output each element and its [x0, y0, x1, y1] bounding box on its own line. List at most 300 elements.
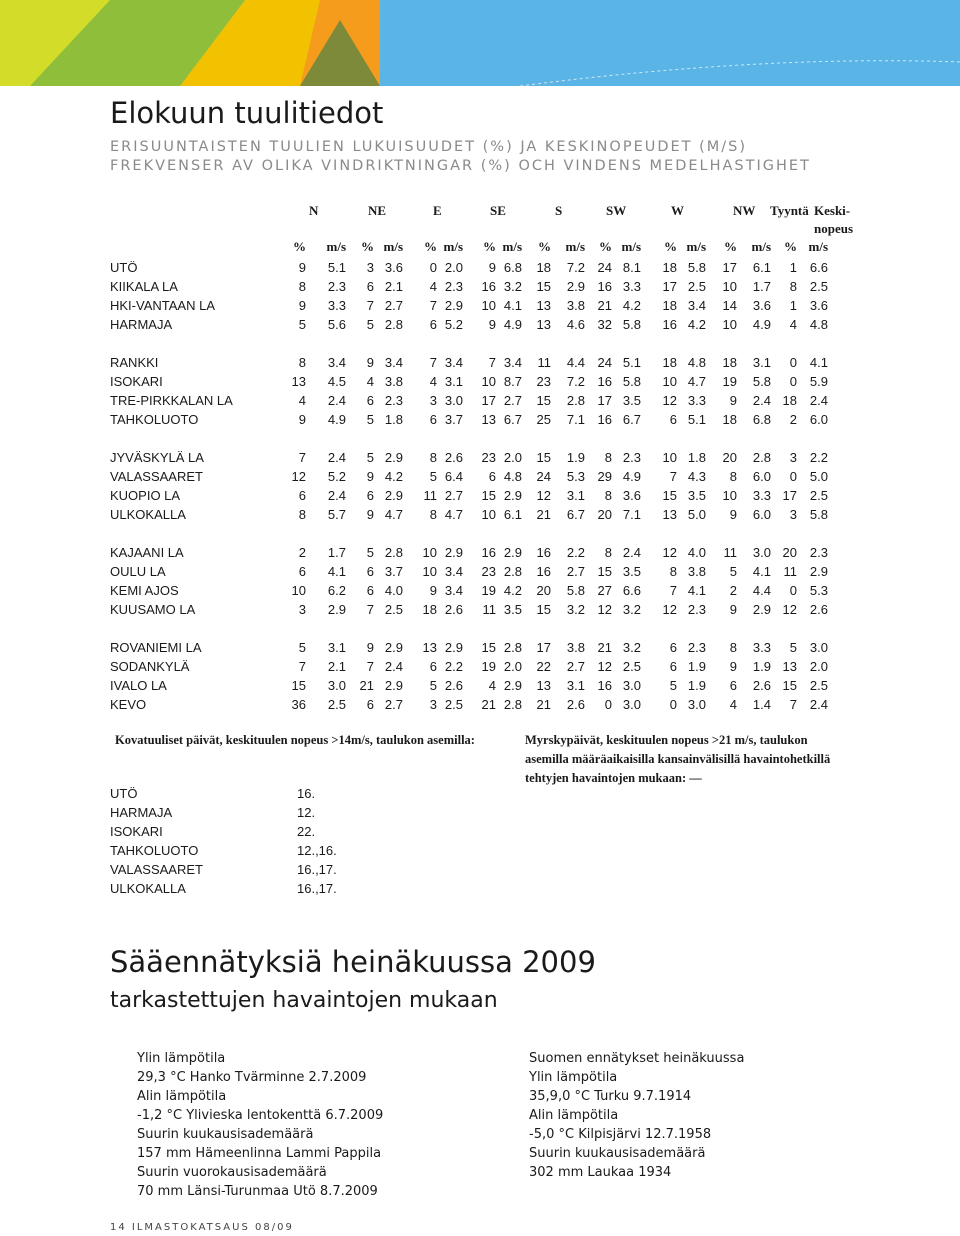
cell-speed: 2.4 — [809, 697, 828, 712]
unit-ms-header: m/s — [808, 239, 828, 254]
cell-percent: 5 — [366, 317, 374, 332]
unit-percent-header: % — [724, 239, 737, 254]
record-line: Ylin lämpötila — [529, 1070, 618, 1085]
cell-speed: 2.5 — [622, 659, 641, 674]
cell-percent: 20 — [722, 450, 737, 465]
cell-speed: 2.0 — [809, 659, 828, 674]
cell-speed: 2.3 — [444, 279, 463, 294]
cell-speed: 2.4 — [384, 659, 403, 674]
cell-percent: 29 — [597, 469, 612, 484]
station-name: KEVO — [110, 697, 147, 712]
cell-speed: 2.9 — [503, 488, 522, 503]
cell-speed: 2.9 — [503, 678, 522, 693]
cell-percent: 10 — [291, 583, 306, 598]
cell-percent: 3 — [789, 507, 797, 522]
station-name: ULKOKALLA — [110, 507, 186, 522]
cell-percent: 12 — [782, 602, 797, 617]
cell-speed: 1.9 — [687, 678, 706, 693]
cell-percent: 6 — [366, 564, 374, 579]
cell-percent: 21 — [597, 640, 612, 655]
cell-speed: 2.4 — [752, 393, 771, 408]
cell-speed: 4.3 — [687, 469, 706, 484]
list-item — [0, 786, 400, 804]
cell-speed: 2.9 — [327, 602, 346, 617]
table-row — [0, 260, 960, 278]
cell-speed: 2.5 — [687, 279, 706, 294]
cell-percent: 9 — [729, 659, 737, 674]
cell-percent: 20 — [597, 507, 612, 522]
cell-percent: 18 — [662, 260, 677, 275]
cell-percent: 8 — [669, 564, 677, 579]
cell-speed: 6.6 — [622, 583, 641, 598]
cell-percent: 15 — [291, 678, 306, 693]
cell-percent: 10 — [662, 374, 677, 389]
cell-percent: 15 — [597, 564, 612, 579]
cell-percent: 9 — [488, 317, 496, 332]
record-line: Alin lämpötila — [137, 1089, 227, 1104]
cell-speed: 3.2 — [503, 279, 522, 294]
cell-speed: 3.7 — [444, 412, 463, 427]
cell-percent: 22 — [536, 659, 551, 674]
cell-percent: 0 — [789, 469, 797, 484]
strong-wind-dates: 16.,17. — [297, 862, 337, 877]
table-row — [0, 355, 960, 373]
cell-speed: 3.0 — [752, 545, 771, 560]
cell-percent: 7 — [488, 355, 496, 370]
cell-percent: 18 — [782, 393, 797, 408]
cell-percent: 6 — [729, 678, 737, 693]
cell-percent: 3 — [789, 450, 797, 465]
strong-wind-dates: 12.,16. — [297, 843, 337, 858]
cell-percent: 6 — [366, 583, 374, 598]
cell-percent: 27 — [597, 583, 612, 598]
unit-ms-header: m/s — [443, 239, 463, 254]
strong-wind-dates: 22. — [297, 824, 316, 839]
cell-percent: 25 — [536, 412, 551, 427]
cell-percent: 19 — [481, 583, 496, 598]
cell-speed: 2.8 — [384, 545, 403, 560]
cell-speed: 4.7 — [687, 374, 706, 389]
unit-ms-header: m/s — [686, 239, 706, 254]
cell-percent: 16 — [481, 279, 496, 294]
cell-percent: 23 — [481, 450, 496, 465]
station-name: OULU LA — [110, 564, 166, 579]
record-line: 157 mm Hämeenlinna Lammi Pappila — [137, 1146, 382, 1161]
cell-percent: 16 — [662, 317, 677, 332]
record-line: 35,9,0 °C Turku 9.7.1914 — [529, 1089, 692, 1104]
cell-percent: 9 — [366, 355, 374, 370]
cell-speed: 6.7 — [566, 507, 585, 522]
cell-percent: 9 — [488, 260, 496, 275]
table-row — [0, 393, 960, 411]
cell-percent: 5 — [298, 317, 306, 332]
cell-speed: 4.7 — [384, 507, 403, 522]
cell-speed: 5.3 — [566, 469, 585, 484]
cell-percent: 7 — [669, 583, 677, 598]
cell-speed: 2.4 — [327, 450, 346, 465]
station-name: ROVANIEMI LA — [110, 640, 202, 655]
cell-speed: 5.8 — [566, 583, 585, 598]
cell-speed: 4.8 — [687, 355, 706, 370]
cell-percent: 9 — [729, 602, 737, 617]
subtitle-swedish: FREKVENSER AV OLIKA VINDRIKTNINGAR (%) OCH VINDENS MEDELHASTIGHET — [110, 158, 811, 174]
cell-percent: 13 — [536, 317, 551, 332]
cell-percent: 5 — [366, 545, 374, 560]
station-name: ULKOKALLA — [110, 881, 186, 896]
cell-speed: 2.9 — [444, 640, 463, 655]
station-name: HARMAJA — [110, 805, 173, 820]
cell-speed: 4.2 — [503, 583, 522, 598]
cell-speed: 2.4 — [809, 393, 828, 408]
record-line: Suurin kuukausisademäärä — [529, 1146, 706, 1161]
cell-percent: 7 — [429, 298, 437, 313]
cell-speed: 3.6 — [622, 488, 641, 503]
cell-percent: 5 — [298, 640, 306, 655]
cell-speed: 5.0 — [809, 469, 828, 484]
cell-speed: 2.4 — [327, 393, 346, 408]
cell-percent: 9 — [298, 260, 306, 275]
cell-percent: 0 — [789, 355, 797, 370]
cell-percent: 5 — [669, 678, 677, 693]
cell-speed: 3.3 — [622, 279, 641, 294]
cell-percent: 10 — [481, 507, 496, 522]
table-row — [0, 374, 960, 392]
cell-speed: 2.9 — [752, 602, 771, 617]
record-line: -5,0 °C Kilpisjärvi 12.7.1958 — [529, 1127, 712, 1142]
cell-percent: 6 — [429, 317, 437, 332]
cell-percent: 13 — [481, 412, 496, 427]
station-name: ISOKARI — [110, 824, 163, 839]
cell-percent: 8 — [604, 488, 612, 503]
cell-percent: 10 — [422, 545, 437, 560]
station-name: TAHKOLUOTO — [110, 843, 199, 858]
cell-percent: 9 — [366, 507, 374, 522]
cell-percent: 18 — [662, 298, 677, 313]
cell-percent: 9 — [429, 583, 437, 598]
cell-percent: 10 — [422, 564, 437, 579]
cell-percent: 1 — [789, 260, 797, 275]
cell-percent: 6 — [429, 659, 437, 674]
cell-percent: 24 — [597, 260, 612, 275]
cell-percent: 10 — [481, 374, 496, 389]
cell-speed: 2.2 — [444, 659, 463, 674]
cell-percent: 8 — [298, 507, 306, 522]
station-name: KIIKALA LA — [110, 279, 178, 294]
unit-ms-header: m/s — [565, 239, 585, 254]
table-row — [0, 697, 960, 715]
cell-percent: 7 — [429, 355, 437, 370]
cell-percent: 2 — [789, 412, 797, 427]
cell-percent: 21 — [481, 697, 496, 712]
cell-percent: 15 — [782, 678, 797, 693]
cell-percent: 3 — [298, 602, 306, 617]
cell-speed: 2.7 — [444, 488, 463, 503]
record-line: Alin lämpötila — [529, 1108, 619, 1123]
page-footer: 14 ILMASTOKATSAUS 08/09 — [110, 1222, 294, 1233]
cell-speed: 3.5 — [503, 602, 522, 617]
cell-percent: 8 — [298, 279, 306, 294]
cell-speed: 3.6 — [752, 298, 771, 313]
cell-percent: 5 — [366, 450, 374, 465]
cell-percent: 13 — [422, 640, 437, 655]
cell-percent: 16 — [597, 279, 612, 294]
cell-percent: 6 — [669, 412, 677, 427]
cell-speed: 5.2 — [327, 469, 346, 484]
cell-speed: 4.9 — [327, 412, 346, 427]
cell-percent: 0 — [789, 583, 797, 598]
cell-speed: 2.9 — [384, 640, 403, 655]
cell-percent: 11 — [482, 602, 496, 617]
cell-percent: 6 — [366, 697, 374, 712]
cell-speed: 3.0 — [444, 393, 463, 408]
cell-speed: 4.1 — [809, 355, 828, 370]
cell-speed: 2.5 — [809, 279, 828, 294]
cell-speed: 5.6 — [327, 317, 346, 332]
record-line: 302 mm Laukaa 1934 — [529, 1165, 672, 1180]
cell-percent: 3 — [429, 697, 437, 712]
cell-percent: 6 — [366, 488, 374, 503]
cell-percent: 6 — [366, 393, 374, 408]
unit-percent-header: % — [664, 239, 677, 254]
table-row — [0, 450, 960, 468]
cell-speed: 3.0 — [327, 678, 346, 693]
cell-speed: 1.9 — [752, 659, 771, 674]
cell-speed: 3.1 — [327, 640, 346, 655]
cell-percent: 10 — [722, 317, 737, 332]
cell-percent: 15 — [481, 488, 496, 503]
cell-speed: 3.0 — [687, 697, 706, 712]
unit-header-row — [0, 239, 960, 255]
page-title: Elokuun tuulitiedot — [110, 96, 384, 130]
strong-wind-dates: 16. — [297, 786, 316, 801]
cell-speed: 2.4 — [327, 488, 346, 503]
cell-percent: 18 — [722, 355, 737, 370]
cell-percent: 20 — [536, 583, 551, 598]
cell-percent: 6 — [669, 659, 677, 674]
cell-speed: 2.9 — [809, 564, 828, 579]
station-name: UTÖ — [110, 786, 138, 801]
cell-speed: 3.6 — [809, 298, 828, 313]
cell-speed: 3.3 — [327, 298, 346, 313]
cell-percent: 10 — [662, 450, 677, 465]
cell-percent: 32 — [597, 317, 612, 332]
cell-percent: 7 — [789, 697, 797, 712]
cell-percent: 13 — [291, 374, 306, 389]
cell-speed: 8.7 — [503, 374, 522, 389]
cell-percent: 4 — [429, 279, 437, 294]
list-item — [0, 805, 400, 823]
subtitle-finnish: ERISUUNTAISTEN TUULIEN LUKUISUUDET (%) JA KESKINOPEUDET (M/S) — [110, 139, 748, 155]
list-item — [0, 843, 400, 861]
cell-speed: 2.3 — [687, 602, 706, 617]
station-name: JYVÄSKYLÄ LA — [110, 450, 204, 465]
unit-percent-header: % — [599, 239, 612, 254]
cell-speed: 3.2 — [566, 602, 585, 617]
cell-percent: 8 — [429, 450, 437, 465]
cell-speed: 4.2 — [384, 469, 403, 484]
list-item — [0, 862, 400, 880]
cell-percent: 6 — [669, 640, 677, 655]
cell-speed: 6.0 — [809, 412, 828, 427]
cell-speed: 2.5 — [809, 678, 828, 693]
cell-percent: 17 — [481, 393, 496, 408]
cell-percent: 8 — [789, 279, 797, 294]
cell-percent: 14 — [722, 298, 737, 313]
record-line: 29,3 °C Hanko Tvärminne 2.7.2009 — [137, 1070, 367, 1085]
cell-percent: 0 — [789, 374, 797, 389]
cell-percent: 16 — [597, 374, 612, 389]
station-name: KUUSAMO LA — [110, 602, 196, 617]
cell-speed: 2.1 — [327, 659, 346, 674]
cell-percent: 17 — [536, 640, 551, 655]
cell-speed: 7.1 — [622, 507, 641, 522]
cell-speed: 3.8 — [687, 564, 706, 579]
storm-note-line: tehtyjen havaintojen mukaan: — — [525, 771, 702, 785]
cell-speed: 4.1 — [752, 564, 771, 579]
cell-percent: 3 — [366, 260, 374, 275]
dir-n-header: N — [309, 203, 319, 218]
cell-speed: 2.9 — [384, 678, 403, 693]
cell-speed: 1.7 — [327, 545, 346, 560]
cell-speed: 2.9 — [444, 545, 463, 560]
cell-percent: 4 — [298, 393, 306, 408]
cell-speed: 3.4 — [444, 564, 463, 579]
cell-speed: 5.1 — [622, 355, 641, 370]
dir-e-header: E — [433, 203, 442, 218]
strong-wind-dates: 12. — [297, 805, 316, 820]
table-row — [0, 659, 960, 677]
station-name: HARMAJA — [110, 317, 173, 332]
records-finland-july — [529, 1049, 744, 1182]
cell-percent: 8 — [298, 355, 306, 370]
cell-speed: 4.0 — [687, 545, 706, 560]
cell-speed: 1.9 — [687, 659, 706, 674]
station-name: RANKKI — [110, 355, 159, 370]
cell-speed: 4.1 — [503, 298, 522, 313]
cell-speed: 6.8 — [503, 260, 522, 275]
cell-speed: 6.8 — [752, 412, 771, 427]
cell-speed: 5.3 — [809, 583, 828, 598]
cell-percent: 0 — [429, 260, 437, 275]
unit-percent-header: % — [483, 239, 496, 254]
storm-note-line: asemilla määräaikaisilla kansainvälisillä havaintohetkillä — [525, 752, 831, 766]
cell-percent: 9 — [298, 412, 306, 427]
list-item — [0, 824, 400, 842]
unit-ms-header: m/s — [326, 239, 346, 254]
cell-percent: 0 — [669, 697, 677, 712]
cell-speed: 2.7 — [503, 393, 522, 408]
cell-speed: 4.5 — [327, 374, 346, 389]
table-row — [0, 545, 960, 563]
cell-percent: 36 — [291, 697, 306, 712]
unit-percent-header: % — [538, 239, 551, 254]
cell-speed: 2.6 — [566, 697, 585, 712]
cell-percent: 5 — [729, 564, 737, 579]
station-name: VALASSAARET — [110, 469, 203, 484]
cell-percent: 15 — [536, 393, 551, 408]
records-subtitle: tarkastettujen havaintojen mukaan — [110, 988, 498, 1013]
cell-percent: 1 — [789, 298, 797, 313]
unit-ms-header: m/s — [383, 239, 403, 254]
cell-percent: 12 — [662, 545, 677, 560]
cell-speed: 4.9 — [622, 469, 641, 484]
cell-speed: 3.1 — [752, 355, 771, 370]
cell-percent: 10 — [481, 298, 496, 313]
cell-speed: 4.8 — [503, 469, 522, 484]
cell-speed: 3.5 — [622, 393, 641, 408]
dir-s-header: S — [555, 203, 563, 218]
cell-speed: 6.7 — [622, 412, 641, 427]
record-line: Ylin lämpötila — [137, 1051, 226, 1066]
cell-percent: 11 — [723, 545, 737, 560]
record-line: Suurin vuorokausisademäärä — [137, 1165, 327, 1180]
cell-percent: 12 — [536, 488, 551, 503]
cell-percent: 20 — [782, 545, 797, 560]
cell-speed: 1.4 — [752, 697, 771, 712]
cell-speed: 3.4 — [444, 355, 463, 370]
cell-percent: 7 — [366, 602, 374, 617]
mean-speed-header-1: Keski- — [814, 203, 851, 218]
cell-speed: 3.4 — [327, 355, 346, 370]
unit-ms-header: m/s — [621, 239, 641, 254]
cell-speed: 4.4 — [752, 583, 771, 598]
cell-speed: 2.9 — [503, 545, 522, 560]
cell-percent: 11 — [537, 355, 551, 370]
cell-percent: 9 — [366, 469, 374, 484]
cell-percent: 5 — [366, 412, 374, 427]
cell-speed: 3.8 — [566, 298, 585, 313]
cell-percent: 6 — [429, 412, 437, 427]
cell-percent: 15 — [481, 640, 496, 655]
unit-percent-header: % — [293, 239, 306, 254]
unit-percent-header: % — [784, 239, 797, 254]
table-row — [0, 602, 960, 620]
cell-speed: 2.8 — [384, 317, 403, 332]
storm-note-line: Myrskypäivät, keskituulen nopeus >21 m/s, taulukon — [525, 733, 808, 747]
cell-percent: 8 — [604, 545, 612, 560]
cell-speed: 3.1 — [566, 678, 585, 693]
table-row — [0, 317, 960, 335]
cell-percent: 2 — [729, 583, 737, 598]
cell-speed: 7.1 — [566, 412, 585, 427]
cell-speed: 2.6 — [444, 450, 463, 465]
strong-wind-dates: 16.,17. — [297, 881, 337, 896]
cell-speed: 5.1 — [687, 412, 706, 427]
station-name: UTÖ — [110, 260, 138, 275]
dir-nw-header: NW — [733, 203, 756, 218]
calm-header: Tyyntä — [770, 203, 809, 218]
cell-percent: 15 — [536, 450, 551, 465]
cell-percent: 6 — [488, 469, 496, 484]
cell-speed: 2.7 — [566, 564, 585, 579]
cell-percent: 7 — [366, 659, 374, 674]
station-name: VALASSAARET — [110, 862, 203, 877]
cell-speed: 3.0 — [622, 697, 641, 712]
cell-percent: 12 — [662, 602, 677, 617]
cell-percent: 16 — [536, 545, 551, 560]
cell-percent: 4 — [366, 374, 374, 389]
cell-speed: 2.2 — [566, 545, 585, 560]
cell-speed: 2.6 — [444, 678, 463, 693]
cell-percent: 21 — [536, 697, 551, 712]
cell-percent: 13 — [536, 678, 551, 693]
cell-speed: 2.7 — [384, 298, 403, 313]
cell-percent: 5 — [429, 678, 437, 693]
cell-speed: 2.9 — [384, 450, 403, 465]
cell-percent: 4 — [789, 317, 797, 332]
cell-percent: 7 — [366, 298, 374, 313]
cell-speed: 2.8 — [566, 393, 585, 408]
